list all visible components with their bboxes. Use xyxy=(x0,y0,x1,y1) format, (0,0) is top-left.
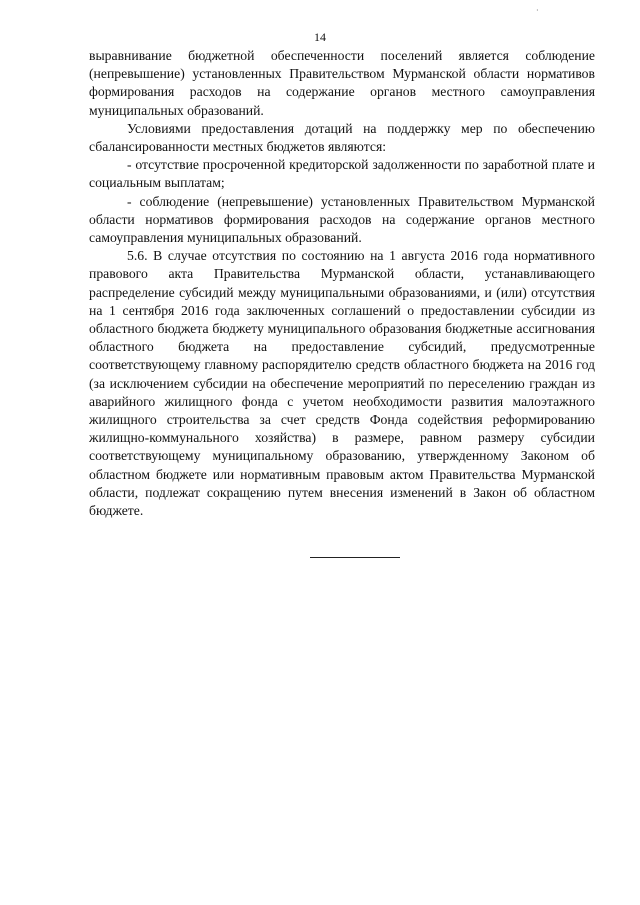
end-divider-line xyxy=(310,557,400,558)
paragraph-section-5-6: 5.6. В случае отсутствия по состоянию на 1 августа 2016 года нормативного правового акта Правительства Мурманской области, устанавливающего распределение субсидий между муниципальными образованиями, и (или) отсутствия на 1 сентября 2016 года заключенных соглашений о предоставлении субсидии из областного бюджета бюджету муниципального образования бюджетные ассигнования областного бюджета на предоставление субсидий, предусмотренные соответствующему главному распорядителю средств областного бюджета на 2016 год (за исключением субсидии на обеспечение мероприятий по переселению граждан из аварийного жилищного фонда с учетом необходимости развития малоэтажного жилищного строительства за счет средств Фонда содействия реформированию жилищно-коммунального хозяйства) в размере, равном размеру субсидии соответствующему муниципальному образованию, утвержденному Законом об областном бюджете или нормативным правовым актом Правительства Мурманской области, подлежат сокращению путем внесения изменений в Закон об областном бюджете. xyxy=(89,248,595,519)
paragraph-conditions-intro: Условиями предоставления дотаций на поддержку мер по обеспечению сбалансированности местных бюджетов являются: xyxy=(89,120,595,155)
paragraph-condition-1: - отсутствие просроченной кредиторской задолженности по заработной плате и социальным выплатам; xyxy=(89,157,595,191)
page-number: 14 xyxy=(314,30,326,44)
corner-mark: · xyxy=(536,6,539,15)
paragraph-continuation: выравнивание бюджетной обеспеченности поселений является соблюдение (непревышение) установленных Правительством Мурманской области нормативов формирования расходов на содержание органов местного самоуправления муниципальных образований. xyxy=(89,48,595,118)
body-text xyxy=(89,47,595,520)
paragraph-condition-2: - соблюдение (непревышение) установленных Правительством Мурманской области нормативов формирования расходов на содержание органов местного самоуправления муниципальных образований. xyxy=(89,193,595,246)
